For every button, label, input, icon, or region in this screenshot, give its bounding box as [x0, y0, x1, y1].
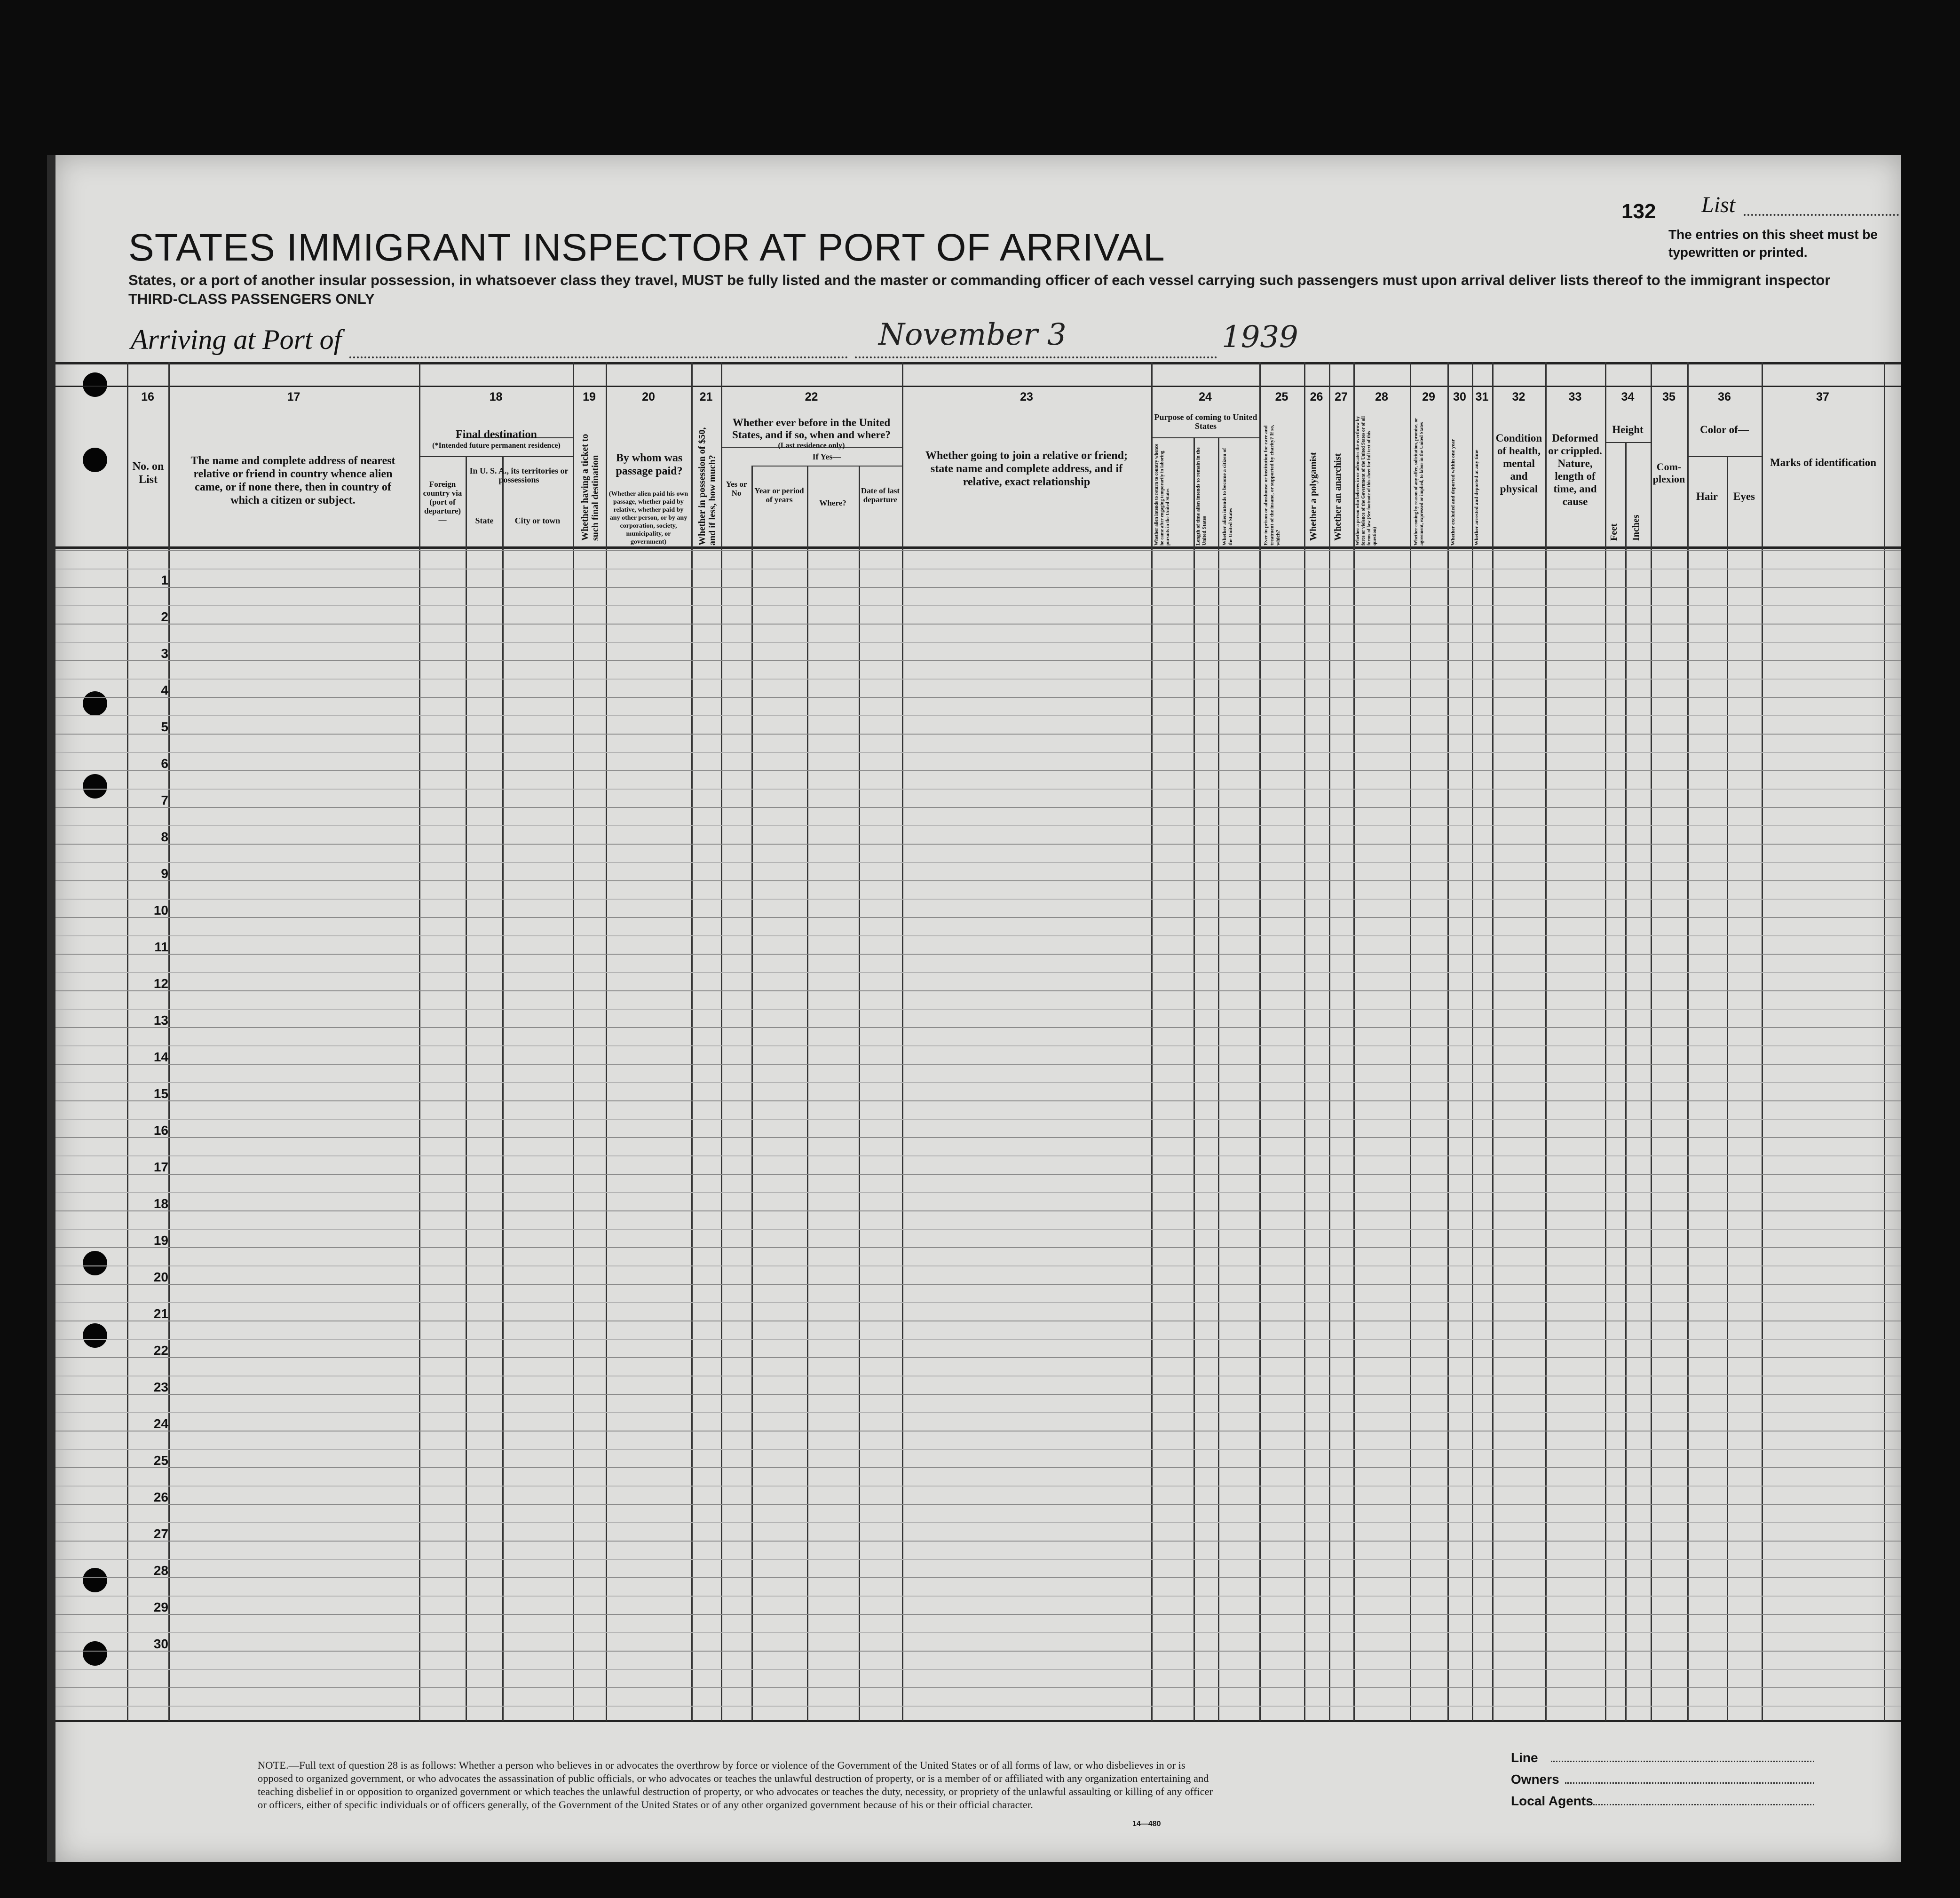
row-rule — [55, 770, 1901, 771]
arriving-label: Arriving at Port of — [131, 324, 342, 355]
row-rule — [55, 1467, 1901, 1468]
col-divider — [691, 362, 693, 1721]
punch-hole — [83, 1641, 107, 1666]
col-divider — [1151, 362, 1153, 1721]
row-rule — [55, 1064, 1901, 1065]
punch-hole — [83, 1323, 107, 1348]
header-excluded: Whether excluded and deported within one year — [1450, 439, 1456, 546]
col-number: 28 — [1375, 390, 1388, 403]
agents-blank — [1593, 1804, 1814, 1805]
row-number: 11 — [154, 940, 168, 954]
row-number: 6 — [161, 756, 168, 771]
row-subrule — [55, 972, 1901, 973]
header-purpose: Purpose of coming to United States — [1154, 412, 1257, 431]
header-final-destination-note: (*Intended future permanent residence) — [432, 442, 561, 450]
col-divider — [721, 362, 722, 1721]
col-divider — [502, 456, 504, 1721]
punch-hole — [83, 372, 107, 397]
row-number: 24 — [153, 1416, 168, 1431]
col-divider — [751, 466, 753, 1721]
header-purpose-return: Whether alien intends to return to country whence he came after engaging temporarily in laboring pursuits in the United States — [1154, 443, 1170, 546]
row-rule — [55, 917, 1901, 918]
row-number: 19 — [153, 1233, 168, 1248]
row-number: 16 — [153, 1123, 168, 1138]
colnum-rule — [55, 386, 1901, 387]
punch-hole — [83, 448, 107, 472]
row-subrule — [55, 935, 1901, 936]
header-deformed: Deformed or crippled. Nature, length of time, and cause — [1548, 432, 1602, 507]
col-divider — [1651, 362, 1652, 1721]
row-subrule — [55, 1596, 1901, 1597]
row-subrule — [55, 715, 1901, 716]
col-number: 19 — [583, 390, 596, 403]
col-divider — [127, 362, 128, 1721]
row-rule — [55, 1100, 1901, 1101]
row-subrule — [55, 1229, 1901, 1230]
owners-label: Owners — [1511, 1772, 1559, 1787]
header-prison: Ever in prison or almshouse or institution for care and treatment of the insane, or supported by charity? If so, which? — [1263, 425, 1281, 546]
header-labor-offer: Whether coming by reason of any offer, solicitation, promise, or agreement, expressed or implied, to labor in the United States — [1414, 418, 1424, 546]
row-number: 26 — [153, 1490, 168, 1504]
row-number: 9 — [161, 866, 168, 881]
row-number: 25 — [153, 1453, 168, 1468]
punch-hole — [83, 774, 107, 799]
header-overthrow: Whether a person who believes in or advocates the overthrow by force or violence of the Government of the United States or of all forms of law (See footnote of this sheet for full text of this question) — [1355, 416, 1377, 546]
row-subrule — [55, 1119, 1901, 1120]
row-subrule — [55, 1559, 1901, 1560]
form-code: 14—480 — [1132, 1820, 1161, 1828]
row-subrule — [55, 752, 1901, 753]
class-note: THIRD-CLASS PASSENGERS ONLY — [128, 291, 375, 307]
row-number: 23 — [153, 1380, 168, 1394]
col-number: 26 — [1310, 390, 1323, 403]
row-number: 13 — [153, 1013, 168, 1028]
col-number: 21 — [699, 390, 713, 403]
footnote-question-28: NOTE.—Full text of question 28 is as follows: Whether a person who believes in or advocates the overthrow by force or violence of the Government of the United States or of all forms of law, or who disbelieves in or is opposed to organized government, or who advocates the assassination of public officials, or who advocates or teaches the unlawful destruction of property, or is a member of or affiliated with any organization entertaining and teaching disbelief in or opposition to organized government or which teaches the unlawful destruction of property, or who advocates or teaches the duty, necessity, or propriety of the unlawful assaulting or killing of any officer or officers, either of specific individuals or of officers generally, of the Government of the United States or of any other organized government because of his or their official character. — [258, 1759, 1213, 1811]
row-rule — [55, 587, 1901, 588]
sub-rule — [1605, 442, 1651, 443]
port-blank — [349, 356, 848, 358]
row-rule — [55, 1541, 1901, 1542]
col-number: 22 — [805, 390, 818, 403]
col-number: 17 — [287, 390, 300, 403]
row-subrule — [55, 1265, 1901, 1266]
header-feet: Feet — [1609, 523, 1619, 541]
row-subrule — [55, 1155, 1901, 1156]
header-complexion: Com- plexion — [1652, 461, 1685, 485]
date-blank — [855, 356, 1217, 358]
header-health: Condition of health, mental and physical — [1495, 432, 1542, 495]
row-subrule — [55, 1522, 1901, 1523]
header-marks-identification: Marks of identification — [1770, 457, 1877, 468]
form-subtitle: States, or a port of another insular possession, in whatsoever class they travel, MUST be fully listed and the master or commanding officer of each vessel carrying such passengers must upon arrival deliver lists thereof to the immigrant inspector — [128, 272, 1831, 288]
row-rule — [55, 1247, 1901, 1248]
header-final-destination: Final destination — [456, 428, 537, 441]
row-number: 1 — [161, 573, 168, 587]
punch-hole — [83, 1251, 107, 1275]
handwritten-date: November 3 — [878, 317, 1067, 352]
header-fifty-dollars: Whether in possession of $50, and if less, how much? — [697, 427, 718, 546]
row-subrule — [55, 1632, 1901, 1633]
row-number: 5 — [161, 720, 168, 734]
header-anarchist: Whether an anarchist — [1333, 453, 1343, 541]
row-subrule — [55, 1192, 1901, 1193]
row-rule — [55, 880, 1901, 881]
list-label: List — [1701, 192, 1736, 217]
row-subrule — [55, 1302, 1901, 1303]
row-rule — [55, 1174, 1901, 1175]
row-rule — [55, 1357, 1901, 1358]
header-hair: Hair — [1696, 490, 1718, 502]
row-subrule — [55, 1009, 1901, 1010]
punch-hole — [83, 691, 107, 716]
row-rule — [55, 807, 1901, 808]
row-subrule — [55, 1486, 1901, 1487]
row-rule — [55, 624, 1901, 625]
row-subrule — [55, 1669, 1901, 1670]
header-foreign-country: Foreign country via (port of departure)— — [423, 480, 462, 524]
row-number: 27 — [153, 1526, 168, 1541]
col-divider — [1410, 362, 1411, 1721]
row-subrule — [55, 1412, 1901, 1413]
header-purpose-citizen: Whether alien intends to become a citizen of the United States — [1222, 448, 1233, 546]
col-divider — [606, 362, 607, 1721]
col-number: 24 — [1199, 390, 1212, 403]
header-ticket: Whether having a ticket to such final destination — [580, 434, 601, 541]
col-divider — [902, 362, 903, 1721]
col-number: 37 — [1816, 390, 1829, 403]
row-rule — [55, 954, 1901, 955]
col-divider — [1259, 362, 1261, 1721]
row-rule — [55, 1284, 1901, 1285]
col-number: 16 — [141, 390, 154, 403]
owners-blank — [1565, 1782, 1814, 1784]
row-subrule — [55, 605, 1901, 606]
col-divider — [1727, 456, 1728, 1721]
row-rule — [55, 1577, 1901, 1578]
row-subrule — [55, 1045, 1901, 1046]
row-number: 10 — [153, 903, 168, 917]
row-number: 4 — [161, 683, 168, 697]
header-ever-before: Whether ever before in the United States, and if so, when and where? — [732, 417, 891, 441]
header-purpose-length: Length of time alien intends to remain in the United States — [1195, 447, 1207, 546]
row-rule — [55, 1614, 1901, 1615]
col-divider — [1447, 362, 1449, 1721]
col-divider — [1687, 362, 1689, 1721]
row-subrule — [55, 825, 1901, 826]
row-rule — [55, 1210, 1901, 1211]
header-join-relative: Whether going to join a relative or friend; state name and complete address, and if relative, exact relationship — [925, 450, 1128, 488]
row-subrule — [55, 862, 1901, 863]
col-divider — [1353, 362, 1355, 1721]
row-rule — [55, 1394, 1901, 1395]
row-number: 7 — [161, 793, 168, 807]
col-number: 32 — [1512, 390, 1525, 403]
col-divider — [807, 466, 808, 1721]
col-divider — [1762, 362, 1763, 1721]
header-state: State — [475, 516, 494, 525]
col-number: 31 — [1475, 390, 1489, 403]
form-title: STATES IMMIGRANT INSPECTOR AT PORT OF ARRIVAL — [128, 226, 1165, 269]
col-divider — [573, 362, 574, 1721]
row-subrule — [55, 1339, 1901, 1340]
col-number: 25 — [1275, 390, 1288, 403]
list-blank — [1744, 214, 1899, 216]
sub-rule — [1687, 456, 1762, 457]
row-number: 30 — [153, 1637, 168, 1651]
col-number: 30 — [1453, 390, 1466, 403]
row-number: 28 — [153, 1563, 168, 1578]
row-number: 20 — [153, 1270, 168, 1284]
row-rule — [55, 1687, 1901, 1688]
col-divider — [1492, 362, 1494, 1721]
col-number: 33 — [1568, 390, 1582, 403]
col-divider — [1193, 437, 1195, 1721]
col-divider — [168, 362, 170, 1721]
header-color-of: Color of— — [1700, 424, 1749, 435]
row-subrule — [55, 1449, 1901, 1450]
row-number: 15 — [153, 1086, 168, 1101]
col-divider — [859, 466, 860, 1721]
punch-hole — [83, 1568, 107, 1592]
sub-rule — [751, 466, 902, 467]
row-rule — [55, 550, 1901, 551]
row-number: 2 — [161, 609, 168, 624]
row-rule — [55, 697, 1901, 698]
row-number: 12 — [153, 976, 168, 991]
header-city: City or town — [514, 516, 561, 525]
row-number: 21 — [153, 1306, 168, 1321]
col-divider — [1625, 442, 1627, 1721]
col-number: 29 — [1422, 390, 1435, 403]
header-arrested: Whether arrested and deported at any time — [1474, 450, 1479, 546]
header-eyes: Eyes — [1733, 490, 1755, 502]
handwritten-year: 1939 — [1222, 320, 1298, 355]
header-polygamist: Whether a polygamist — [1308, 452, 1319, 541]
header-no-on-list: No. on List — [132, 460, 164, 486]
row-rule — [55, 734, 1901, 735]
row-number: 8 — [161, 830, 168, 844]
row-rule — [55, 1027, 1901, 1028]
header-height: Height — [1612, 424, 1644, 435]
header-bottom-rule — [55, 546, 1901, 549]
col-number: 36 — [1718, 390, 1731, 403]
header-last-residence: (Last residence only) — [778, 442, 845, 450]
col-divider — [1329, 362, 1330, 1721]
col-divider — [466, 456, 467, 1721]
col-number: 23 — [1020, 390, 1033, 403]
header-if-yes: If Yes— — [812, 452, 841, 461]
sub-rule — [1151, 437, 1259, 438]
page-number: 132 — [1621, 200, 1656, 223]
row-subrule — [55, 899, 1901, 900]
header-date-departure: Date of last departure — [861, 486, 900, 504]
header-where: Where? — [819, 498, 846, 507]
header-passage-note: (Whether alien paid his own passage, whether paid by relative, whether paid by any other person, or by any corporation, society, municipality, or government) — [609, 490, 688, 546]
col-divider — [419, 362, 420, 1721]
table-bottom-rule — [55, 1720, 1901, 1722]
col-divider — [1605, 362, 1606, 1721]
row-number: 3 — [161, 646, 168, 661]
header-inches: Inches — [1631, 514, 1641, 541]
row-rule — [55, 990, 1901, 991]
header-relative-address: The name and complete address of nearest relative or friend in country whence alien came, or if none there, then in country of which a citizen or subject. — [190, 455, 395, 506]
row-rule — [55, 844, 1901, 845]
header-year-period: Year or period of years — [754, 486, 804, 504]
header-yes-no: Yes or No — [726, 480, 747, 498]
row-number: 29 — [153, 1600, 168, 1614]
col-number: 35 — [1662, 390, 1675, 403]
line-label: Line — [1511, 1750, 1538, 1765]
local-agents-label: Local Agents — [1511, 1794, 1593, 1808]
row-rule — [55, 1504, 1901, 1505]
row-rule — [55, 1651, 1901, 1652]
table-top-rule — [55, 362, 1901, 364]
typewritten-note: The entries on this sheet must be typewritten or printed. — [1668, 227, 1878, 260]
col-number: 34 — [1621, 390, 1635, 403]
col-divider — [1472, 362, 1473, 1721]
col-number: 18 — [489, 390, 503, 403]
row-subrule — [55, 1706, 1901, 1707]
col-number: 20 — [642, 390, 655, 403]
col-divider — [1218, 437, 1219, 1721]
header-in-usa: In U. S. A., its territories or possessions — [469, 466, 569, 484]
manifest-sheet — [47, 155, 1901, 1862]
row-subrule — [55, 1082, 1901, 1083]
row-number: 17 — [153, 1160, 168, 1174]
row-rule — [55, 660, 1901, 661]
row-subrule — [55, 642, 1901, 643]
header-passage-paid: By whom was passage paid? — [616, 452, 683, 477]
sub-rule — [419, 456, 573, 457]
row-number: 18 — [153, 1196, 168, 1211]
col-divider — [1884, 362, 1885, 1721]
row-subrule — [55, 789, 1901, 790]
col-divider — [1304, 362, 1305, 1721]
row-subrule — [55, 679, 1901, 680]
line-blank — [1551, 1761, 1814, 1762]
row-number: 14 — [153, 1050, 168, 1064]
row-number: 22 — [153, 1343, 168, 1358]
col-divider — [1545, 362, 1547, 1721]
col-number: 27 — [1335, 390, 1348, 403]
row-rule — [55, 1137, 1901, 1138]
